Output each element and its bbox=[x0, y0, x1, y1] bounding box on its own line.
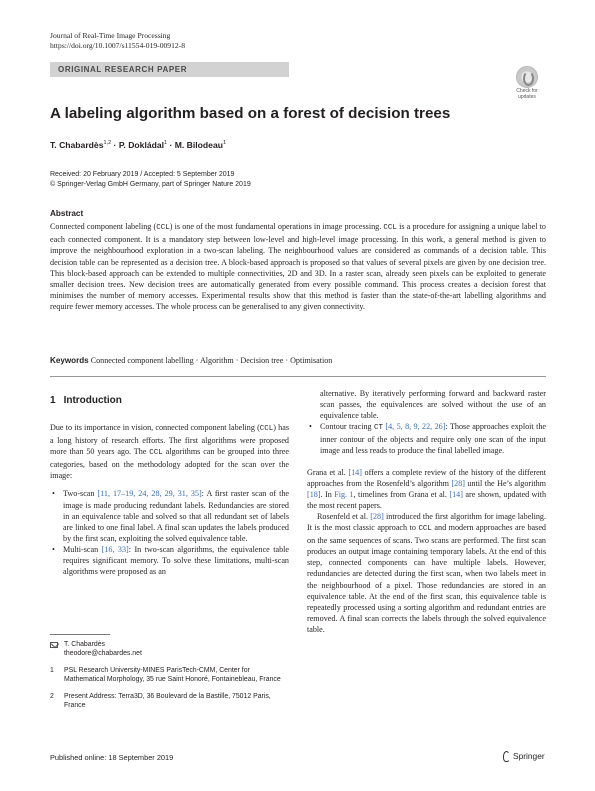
journal-header bbox=[50, 31, 185, 51]
citation-link[interactable]: [14] bbox=[449, 489, 463, 499]
citation-link[interactable]: [14] bbox=[348, 467, 362, 477]
list-item-continued: alternative. By iteratively performing forward and backward raster scan passes, the equivalences are solved without the use of an equivalence table. bbox=[320, 389, 546, 421]
correspondence-note bbox=[50, 640, 289, 659]
springer-horse-icon bbox=[502, 751, 510, 761]
published-date: Published online: 18 September 2019 bbox=[50, 753, 174, 762]
doi-link[interactable]: https://doi.org/10.1007/s11554-019-00912-8 bbox=[50, 41, 186, 50]
list-item: • Contour tracing CT [4, 5, 8, 9, 22, 26]: Those approaches exploit the inner contour of the objects and require only one scan of the input image and less reads to produce the final labelled image. bbox=[307, 421, 546, 456]
section-divider bbox=[50, 376, 546, 377]
citation-link[interactable]: [28] bbox=[451, 478, 465, 488]
list-item: • Multi-scan [16, 33]: In two-scan algorithms, the equivalence table requires significant memory. To solve these limitations, multi-scan algorithms were proposed as an bbox=[50, 544, 289, 577]
check-for-updates-button[interactable] bbox=[512, 66, 542, 98]
citation-link[interactable]: [16, 33] bbox=[101, 544, 129, 554]
abstract-heading: Abstract bbox=[50, 209, 84, 218]
publisher-logo[interactable] bbox=[502, 751, 545, 761]
article-dates bbox=[50, 170, 251, 190]
right-column bbox=[307, 388, 546, 635]
check-for-updates-icon bbox=[516, 66, 538, 88]
footnotes bbox=[50, 640, 289, 717]
journal-name: Journal of Real-Time Image Processing bbox=[50, 31, 171, 40]
author-affiliation: 1 bbox=[222, 140, 227, 147]
section-number: 1 bbox=[50, 395, 56, 406]
affiliation-note: 1 PSL Research University-MINES ParisTech-CMM, Center for Mathematical Morphology, 35 rue Saint Honoré, Fontainebleau, France bbox=[50, 666, 281, 684]
check-updates-line2: updates bbox=[518, 93, 536, 100]
figure-link[interactable]: Fig. 1 bbox=[334, 489, 354, 499]
corresponding-author: T. Chabardès bbox=[64, 641, 105, 648]
footnote-divider bbox=[50, 634, 110, 635]
paragraph: Rosenfeld et al. [28] introduced the first algorithm for image labeling. It is the most classic approach to CCL and modern approaches are based on the same sequences of scans. Two scans are performed. The first scan produces an output image containing temporary labels. At the end of this step, connected components can have multiple labels. However, redundancies are detected during the first scan, when two labels meet in the neighbourhood of a pixel. Those redundancies are stored in an equivalence table. At the end of the first scan, this equivalence table is repeatedly processed using a sorting algorithm and redundant entries are removed. A final scan corrects the labels through the solved equivalence table. bbox=[307, 511, 546, 634]
section-title: Introduction bbox=[63, 395, 122, 406]
abstract-body: Connected component labeling (CCL) is one of the most fundamental operations in image processing. CCL is a procedure for assigning a unique label to each connected component. It is a mandatory step between low-level and high-level image processing. In this work, a general method is given to improve the neighbourhood exploration in a two-scan labeling. The neighbourhood values are considered as commands of a decision table. This decision table can be represented as a decision tree. A block-based approach is proposed so that values of several pixels are given by one decision tree. This block-based approach can be extended to multiple connectivities, 2D and 3D. In a raster scan, already seen pixels can be exploited to generate smaller decision trees. New decision trees are automatically generated from every possible command. This process creates a decision forest that minimises the number of memory accesses. Experimental results show that this method is faster than the state-of-the-art labelling algorithms and require fewer memory accesses. The whole process can be generalised to any given connectivity. bbox=[50, 222, 546, 312]
keywords-text: Connected component labelling · Algorithm · Decision tree · Optimisation bbox=[90, 356, 333, 365]
paragraph: Due to its importance in vision, connected component labeling (CCL) has a long history of research efforts. The first algorithms were proposed more than 50 years ago. The CCL algorithms can be grouped into three categories, based on the methodology adopted for the scan over the image: bbox=[50, 423, 290, 481]
keywords-heading: Keywords bbox=[50, 356, 89, 365]
author-affiliation: 1,2 bbox=[103, 140, 112, 147]
section-heading bbox=[50, 395, 122, 406]
received-accepted: Received: 20 February 2019 / Accepted: 5 September 2019 bbox=[50, 171, 235, 178]
list-item: • Two-scan [11, 17–19, 24, 28, 29, 31, 35]: A first raster scan of the image is made producing redundant labels. Redundancies are stored in an equivalence table and solved so that all redundant set of labels are linked to one final label. A final scan updates the labels produced by the first scan, exploiting the solved equivalence table. bbox=[50, 488, 289, 543]
author-list: T. Chabardès$^{1,2}$ · P. Dokládal$^1$ · M. Bilodeau$^1$ bbox=[50, 140, 227, 150]
citation-link[interactable]: [18] bbox=[307, 489, 321, 499]
email-link[interactable]: theodore@chabardes.net bbox=[64, 650, 142, 658]
author-affiliation: 1 bbox=[164, 140, 168, 147]
left-column bbox=[50, 422, 289, 577]
article-title: A labeling algorithm based on a forest of decision trees bbox=[50, 105, 451, 122]
citation-link[interactable]: [11, 17–19, 24, 28, 29, 31, 35] bbox=[97, 489, 202, 499]
affiliation-note: 2 Present Address: Terra3D, 36 Boulevard de la Bastille, 75012 Paris, France bbox=[50, 692, 271, 710]
check-updates-line1: Check for bbox=[516, 88, 538, 94]
paragraph: Grana et al. [14] offers a complete review of the history of the different approaches from the Rosenfeld’s algorithm [28] until the He’s algorithm [18]. In Fig. 1, timelines from Grana et al. [14] are shown, updated with the most recent papers. bbox=[307, 467, 547, 510]
section-label: ORIGINAL RESEARCH PAPER bbox=[50, 62, 289, 77]
author-name[interactable]: M. Bilodeau bbox=[174, 140, 223, 150]
citation-link[interactable]: [28] bbox=[370, 511, 384, 521]
citation-link[interactable]: [4, 5, 8, 9, 22, 26] bbox=[385, 422, 446, 432]
copyright-line: © Springer-Verlag GmbH Germany, part of Springer Nature 2019 bbox=[50, 181, 251, 188]
envelope-icon bbox=[50, 642, 58, 648]
author-name[interactable]: P. Dokládal bbox=[118, 140, 165, 150]
author-name[interactable]: T. Chabardès bbox=[50, 140, 104, 150]
publisher-name: Springer bbox=[513, 751, 545, 761]
keywords bbox=[50, 356, 332, 365]
